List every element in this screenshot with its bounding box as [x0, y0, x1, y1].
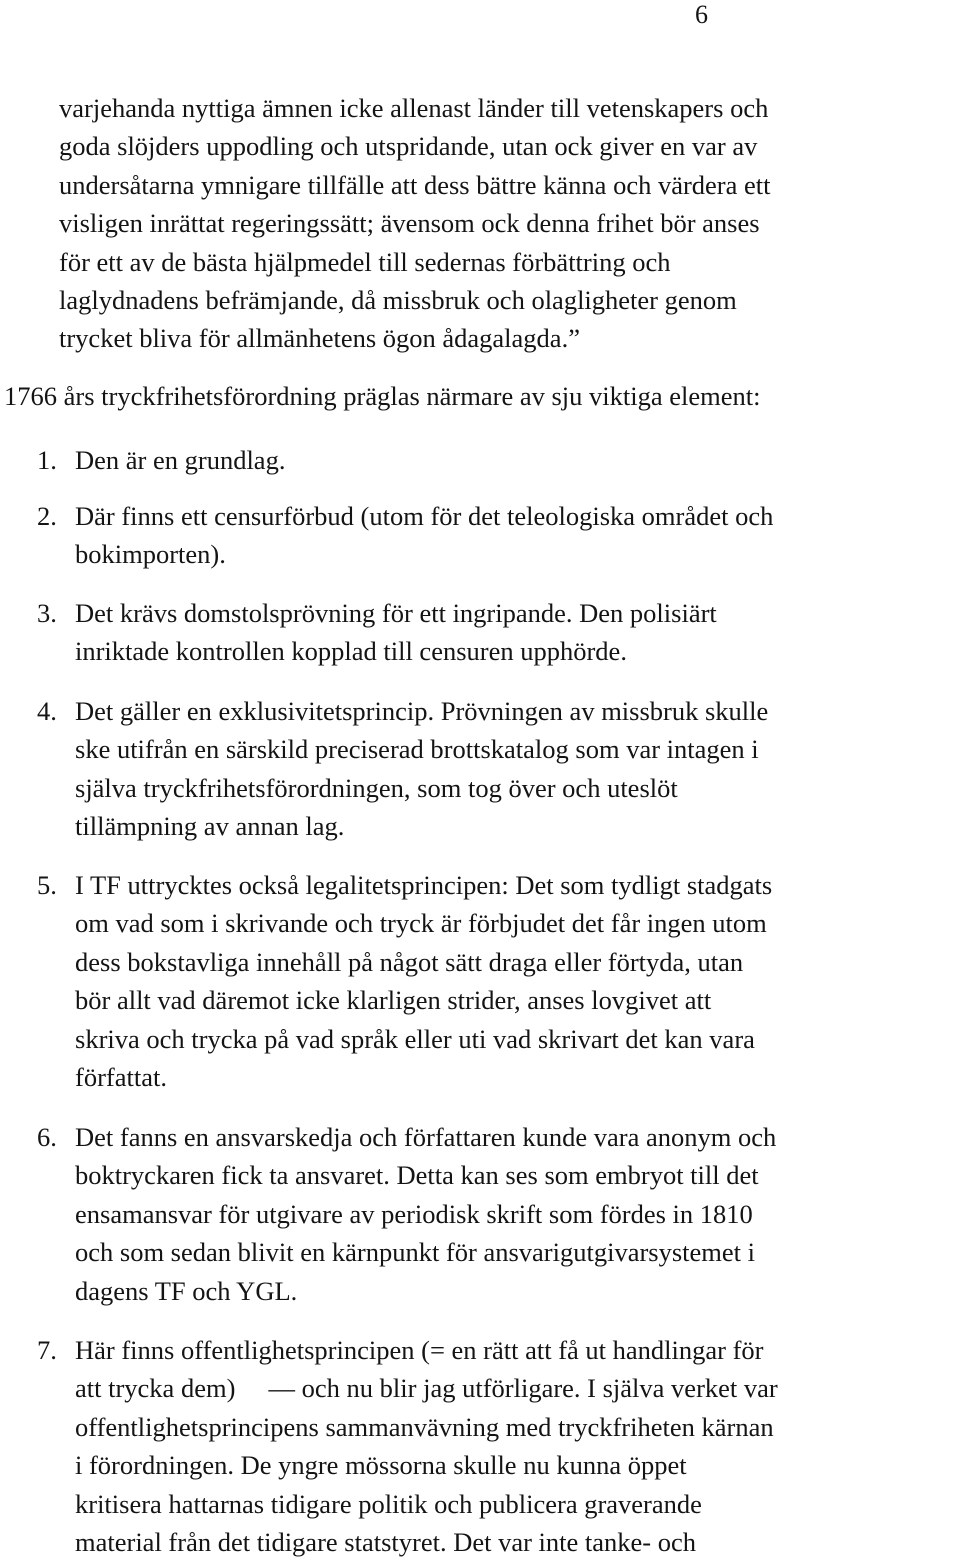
quote-line: goda slöjders uppodling och utspridande, utan ock giver en var av — [59, 131, 758, 162]
list-item-line: Det gäller en exklusivitetsprincip. Prövningen av missbruk skulle — [75, 696, 769, 726]
list-item-line: bör allt vad däremot icke klarligen strider, anses lovgivet att — [75, 985, 712, 1016]
quote-paragraph — [59, 89, 954, 358]
list-item-number: 5. — [37, 870, 57, 900]
list-item-text — [75, 1118, 955, 1310]
quote-line: trycket bliva för allmänhetens ögon ådagalagda.” — [59, 323, 580, 354]
quote-line: varjehanda nyttiga ämnen icke allenast länder till vetenskapers och — [59, 93, 769, 123]
list-item-text — [75, 692, 955, 846]
intro-paragraph: 1766 års tryckfrihetsförordning präglas närmare av sju viktiga element: — [4, 381, 761, 411]
quote-line: laglydnadens befrämjande, då missbruk och olagligheter genom — [59, 285, 737, 316]
list-item-line: I TF uttrycktes också legalitetsprincipen: Det som tydligt stadgats — [75, 870, 773, 900]
list-item-line: Det krävs domstolsprövning för ett ingripande. Den polisiärt — [75, 598, 717, 628]
list-item-line: kritisera hattarnas tidigare politik och publicera graverande — [75, 1488, 702, 1519]
list-item-text — [75, 594, 955, 671]
list-item-line: författat. — [75, 1062, 167, 1093]
list-item-line: skriva och trycka på vad språk eller uti vad skrivart det kan vara — [75, 1023, 755, 1054]
list-item-line: offentlighetsprincipens sammanvävning med tryckfriheten kärnan — [75, 1411, 774, 1442]
list-item-number: 2. — [37, 501, 57, 531]
list-item-text — [75, 1331, 955, 1561]
list-item-line: om vad som i skrivande och tryck är förbjudet det får ingen utom — [75, 908, 767, 939]
list-item-line: ske utifrån en särskild preciserad brottskatalog som var intagen i — [75, 734, 759, 765]
list-item-line: själva tryckfrihetsförordningen, som tog över och uteslöt — [75, 772, 678, 803]
list-item-line: och som sedan blivit en kärnpunkt för ansvarigutgivarsystemet i — [75, 1237, 756, 1268]
list-item-line: inriktade kontrollen kopplad till censuren upphörde. — [75, 636, 627, 667]
list-item-line: Där finns ett censurförbud (utom för det teleologiska området och — [75, 501, 774, 531]
list-item-line: dess bokstavliga innehåll på något sätt draga eller förtyda, utan — [75, 946, 744, 977]
list-item-line: bokimporten). — [75, 539, 226, 570]
list-item-text — [75, 866, 955, 1096]
page-number: 6 — [695, 0, 708, 29]
list-item-line: tillämpning av annan lag. — [75, 811, 345, 842]
list-item-text — [75, 497, 955, 574]
list-item-text — [75, 441, 955, 479]
list-item-number: 4. — [37, 696, 57, 726]
quote-line: visligen inrättat regeringssätt; ävensom ock denna frihet bör anses — [59, 208, 760, 239]
quote-line: för ett av de bästa hjälpmedel till sedernas förbättring och — [59, 246, 671, 277]
list-item-line: ensamansvar för utgivare av periodisk skrift som fördes in 1810 — [75, 1198, 753, 1229]
list-item-line: i förordningen. De yngre mössorna skulle nu kunna öppet — [75, 1450, 687, 1481]
list-item-line: att trycka dem) — och nu blir jag utförligare. I själva verket var — [75, 1373, 778, 1404]
list-item-number: 3. — [37, 598, 57, 628]
list-item-line: Den är en grundlag. — [75, 445, 286, 475]
list-item-line: Här finns offentlighetsprincipen (= en rätt att få ut handlingar för — [75, 1335, 764, 1365]
list-item-line: boktryckaren fick ta ansvaret. Detta kan ses som embryot till det — [75, 1160, 759, 1191]
list-item-line: Det fanns en ansvarskedja och författaren kunde vara anonym och — [75, 1122, 777, 1152]
list-item-number: 1. — [37, 445, 57, 475]
list-item-line: material från det tidigare statstyret. Det var inte tanke- och — [75, 1527, 697, 1558]
quote-line: undersåtarna ymnigare tillfälle att dess bättre känna och värdera ett — [59, 169, 771, 200]
list-item-number: 6. — [37, 1122, 57, 1152]
list-item-line: dagens TF och YGL. — [75, 1275, 298, 1306]
list-item-number: 7. — [37, 1335, 57, 1365]
